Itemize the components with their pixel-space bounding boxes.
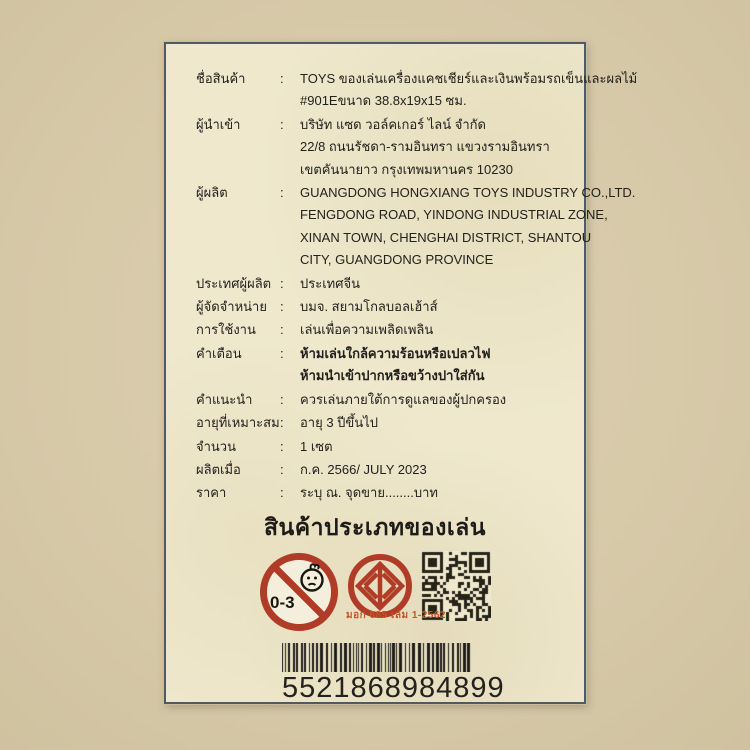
info-row xyxy=(196,436,568,458)
info-row xyxy=(196,296,568,318)
info-row-value-line: GUANGDONG HONGXIANG TOYS INDUSTRY CO.,LTD. xyxy=(300,185,636,201)
info-row-value xyxy=(300,319,568,341)
info-row-value xyxy=(300,343,568,388)
info-row-value xyxy=(300,296,568,318)
info-row-colon: : xyxy=(280,116,284,132)
info-row-value xyxy=(300,114,568,181)
info-row-colon: : xyxy=(280,461,284,477)
info-row xyxy=(196,412,568,434)
info-row-value-line: ควรเล่นภายใต้การดูแลของผู้ปกครอง xyxy=(300,391,507,407)
barcode-number: 5521868984899 xyxy=(282,672,505,704)
info-row-label: ผู้ผลิต xyxy=(196,185,228,201)
info-row xyxy=(196,482,568,504)
info-row-label: คำเตือน xyxy=(196,345,242,361)
product-label xyxy=(164,42,638,704)
info-row-value xyxy=(300,459,568,481)
info-row-colon: : xyxy=(280,438,284,454)
info-row-value-line: 22/8 ถนนรัชดา-รามอินทรา แขวงรามอินทรา xyxy=(300,139,550,155)
info-row-label: ผลิตเมื่อ xyxy=(196,461,241,477)
product-info-table xyxy=(196,68,638,506)
tis-standard-text: มอก 685 เล่ม 1-2562 xyxy=(346,610,446,621)
info-row-label: จำนวน xyxy=(196,438,236,454)
info-row-value-line: FENGDONG ROAD, YINDONG INDUSTRIAL ZONE, xyxy=(300,207,608,223)
info-row xyxy=(196,319,568,341)
info-row-label: การใช้งาน xyxy=(196,322,256,338)
info-row-value-line: TOYS ของเล่นเครื่องแคชเชียร์และเงินพร้อมรถเข็นและผลไม้ xyxy=(300,71,638,86)
info-row-value-line: เขตคันนายาว กรุงเทพมหานคร 10230 xyxy=(300,161,513,177)
info-row-colon: : xyxy=(280,275,284,291)
barcode xyxy=(282,643,472,672)
info-row-value-line: XINAN TOWN, CHENGHAI DISTRICT, SHANTOU xyxy=(300,229,592,245)
info-row-colon: : xyxy=(280,71,284,86)
info-row-value-line: บมจ. สยามโกลบอลเฮ้าส์ xyxy=(300,299,438,315)
age-range-text: 0-3 xyxy=(270,593,295,612)
info-row xyxy=(196,68,638,113)
info-row-value-line: #901Eขนาด 38.8x19x15 ซม. xyxy=(300,93,467,109)
info-row xyxy=(196,182,636,272)
info-row-value xyxy=(300,412,568,434)
info-row-value-line: CITY, GUANGDONG PROVINCE xyxy=(300,252,494,268)
info-row-value xyxy=(300,273,568,295)
info-row-value-line: ระบุ ณ. จุดขาย........บาท xyxy=(300,485,438,501)
info-row-value-line: ก.ค. 2566/ JULY 2023 xyxy=(300,461,427,477)
info-row-value xyxy=(300,389,568,411)
info-row-colon: : xyxy=(280,185,284,201)
info-row-label: คำแนะนำ xyxy=(196,391,253,407)
info-row-value xyxy=(300,68,637,113)
info-row-label: ประเทศผู้ผลิต xyxy=(196,275,272,291)
info-row-value xyxy=(300,182,635,272)
info-row-colon: : xyxy=(280,299,284,315)
info-row-colon: : xyxy=(280,415,284,431)
category-heading: สินค้าประเภทของเล่น xyxy=(264,514,486,540)
info-row-value-line: ประเทศจีน xyxy=(300,275,360,291)
info-row-label: ราคา xyxy=(196,485,227,501)
info-row-value-line: เล่นเพื่อความเพลิดเพลิน xyxy=(300,322,434,338)
info-row-colon: : xyxy=(280,322,284,338)
info-row-value-line: ห้ามนำเข้าปากหรือขว้างปาใส่กัน xyxy=(300,368,485,384)
info-row-label: ผู้จัดจำหน่าย xyxy=(196,299,267,315)
info-row xyxy=(196,343,568,388)
info-row-colon: : xyxy=(280,391,284,407)
info-row-value-line: ห้ามเล่นใกล้ความร้อนหรือเปลวไฟ xyxy=(300,345,491,361)
info-row-value xyxy=(300,436,568,458)
info-row-value-line: บริษัท แซด วอล์คเกอร์ ไลน์ จำกัด xyxy=(300,116,486,132)
info-row xyxy=(196,459,568,481)
barcode-block xyxy=(282,643,505,705)
info-row-label: อายุที่เหมาะสม xyxy=(196,415,280,431)
info-row xyxy=(196,273,568,295)
info-row-value xyxy=(300,482,568,504)
info-row-value-line: 1 เซต xyxy=(300,438,333,454)
info-row-label: ผู้นำเข้า xyxy=(196,116,241,132)
info-row-colon: : xyxy=(280,485,284,501)
info-row-colon: : xyxy=(280,345,284,361)
info-row-label: ชื่อสินค้า xyxy=(196,71,246,86)
info-row xyxy=(196,389,568,411)
info-row-value-line: อายุ 3 ปีขึ้นไป xyxy=(300,415,378,431)
info-row xyxy=(196,114,568,181)
